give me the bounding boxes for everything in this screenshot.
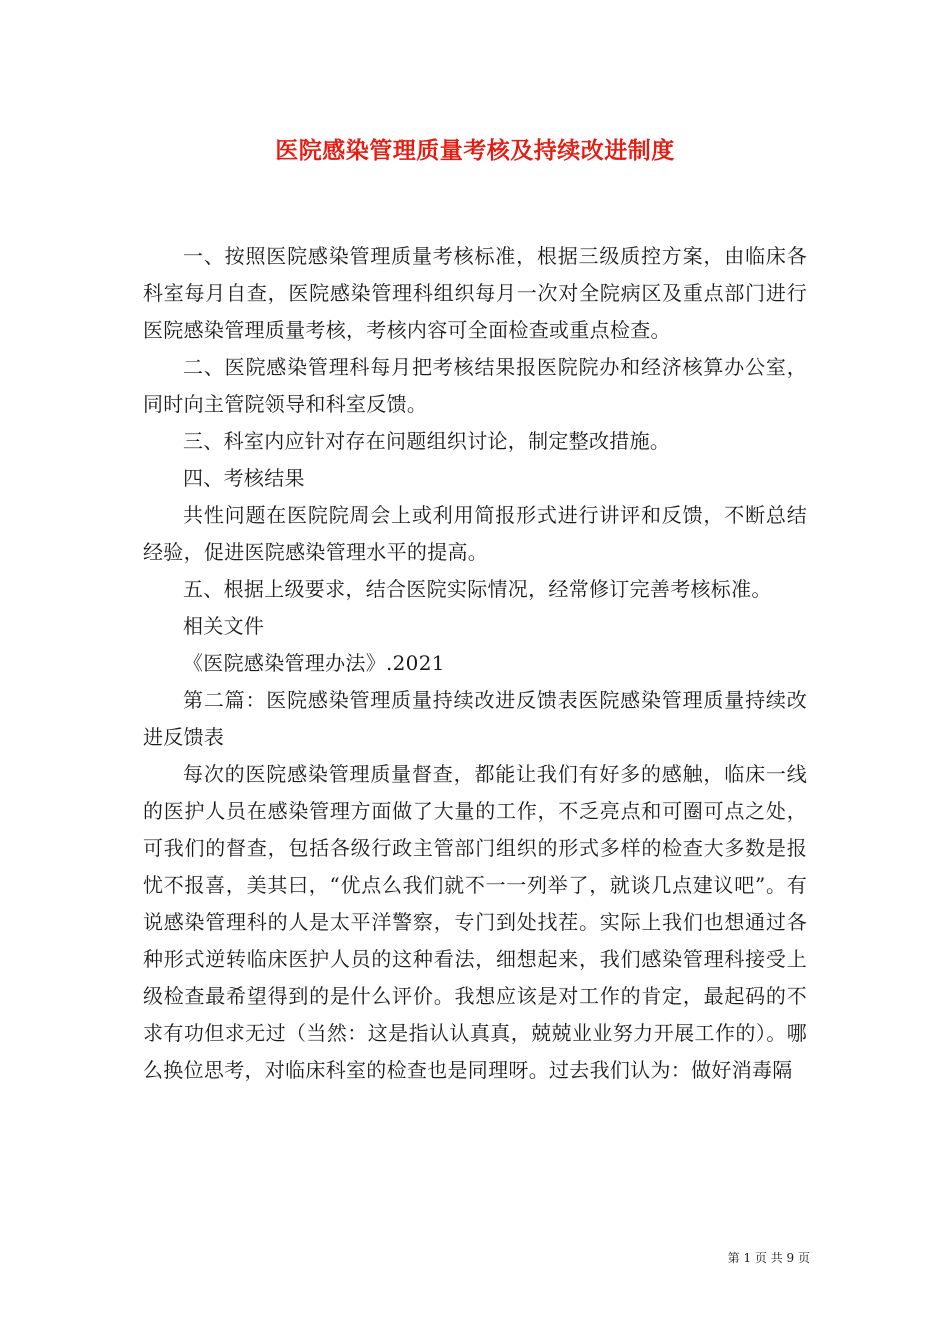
paragraph: 五、根据上级要求，结合医院实际情况，经常修订完善考核标准。 (183, 577, 772, 601)
page-number-footer: 第 1 页 共 9 页 (727, 1251, 810, 1265)
paragraph: 二、医院感染管理科每月把考核结果报医院院办和经济核算办公室，同时向主管院领导和科室反馈。 (143, 355, 807, 416)
paragraph: 四、考核结果 (183, 466, 305, 490)
paragraph: 每次的医院感染管理质量督查，都能让我们有好多的感触，临床一线的医护人员在感染管理方面做了大量的工作，不乏亮点和可圈可点之处，可我们的督查，包括各级行政主管部门组织的形式多样的检查大多数是报忧不报喜，美其曰，“优点么我们就不一一列举了，就谈几点建议吧”。有说感染管理科的人是太平洋警察，专门到处找茬。实际上我们也想通过各种形式逆转临床医护人员的这种看法，细想起来，我们感染管理科接受上级检查最希望得到的是什么评价。我想应该是对工作的肯定，最起码的不求有功但求无过（当然：这是指认认真真，兢兢业业努力开展工作的）。哪么换位思考，对临床科室的检查也是同理呀。过去我们认为：做好消毒隔 (143, 762, 807, 1082)
paragraph: 一、按照医院感染管理质量考核标准，根据三级质控方案，由临床各科室每月自查，医院感染管理科组织每月一次对全院病区及重点部门进行医院感染管理质量考核，考核内容可全面检查或重点检查。 (143, 244, 807, 342)
document-body (143, 238, 807, 1089)
paragraph: 相关文件 (183, 614, 265, 638)
paragraph: 《医院感染管理办法》.2021 (183, 651, 445, 675)
paragraph: 共性问题在医院院周会上或利用简报形式进行讲评和反馈，不断总结经验，促进医院感染管理水平的提高。 (143, 503, 807, 564)
paragraph: 第二篇：医院感染管理质量持续改进反馈表医院感染管理质量持续改进反馈表 (143, 688, 807, 749)
document-title: 医院感染管理质量考核及持续改进制度 (275, 137, 675, 164)
paragraph: 三、科室内应针对存在问题组织讨论，制定整改措施。 (183, 429, 671, 453)
